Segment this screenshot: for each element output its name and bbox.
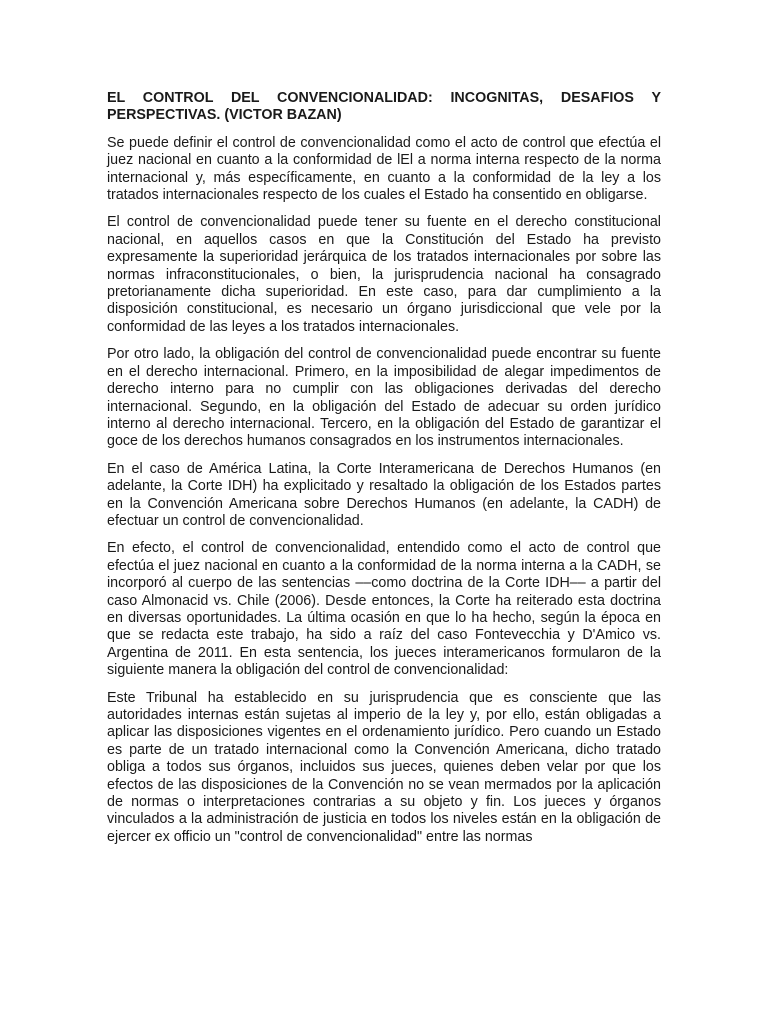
document-title: EL CONTROL DEL CONVENCIONALIDAD: INCOGNITAS, DESAFIOS Y PERSPECTIVAS. (VICTOR BAZAN)	[107, 90, 661, 124]
paragraph-3: Por otro lado, la obligación del control de convencionalidad puede encontrar su fuente en el derecho internacional. Primero, en la imposibilidad de alegar impedimentos de derecho interno para no cumplir con las obligaciones derivadas del derecho internacional. Segundo, en la obligación del Estado de adecuar su orden jurídico interno al derecho internacional. Tercero, en la obligación del Estado de garantizar el goce de los derechos humanos consagrados en los instrumentos internacionales.	[107, 346, 661, 450]
paragraph-6: Este Tribunal ha establecido en su jurisprudencia que es consciente que las autoridades internas están sujetas al imperio de la ley y, por ello, están obligadas a aplicar las disposiciones vigentes en el ordenamiento jurídico. Pero cuando un Estado es parte de un tratado internacional como la Convención Americana, dicho tratado obliga a todos sus órganos, incluidos sus jueces, quienes deben velar por que los efectos de las disposiciones de la Convención no se vean mermados por la aplicación de normas o interpretaciones contrarias a su objeto y fin. Los jueces y órganos vinculados a la administración de justicia en todos los niveles están en la obligación de ejercer ex officio un "control de convencionalidad" entre las normas	[107, 689, 661, 845]
paragraph-1: Se puede definir el control de convencionalidad como el acto de control que efectúa el juez nacional en cuanto a la conformidad de lEl a norma interna respecto de la norma internacional y, más específicamente, en cuanto a la conformidad de la ley a los tratados internacionales respecto de los cuales el Estado ha consentido en obligarse.	[107, 134, 661, 204]
paragraph-2: El control de convencionalidad puede tener su fuente en el derecho constitucional nacional, en aquellos casos en que la Constitución del Estado ha previsto expresamente la superioridad jerárquica de los tratados internacionales por sobre las normas infraconstitucionales, o bien, la jurisprudencia nacional ha consagrado pretorianamente dicha superioridad. En este caso, para dar cumplimiento a la disposición constitucional, es necesario un órgano jurisdiccional que vele por la conformidad de las leyes a los tratados internacionales.	[107, 214, 661, 335]
document-page	[107, 90, 661, 856]
paragraph-4: En el caso de América Latina, la Corte Interamericana de Derechos Humanos (en adelante, la Corte IDH) ha explicitado y resaltado la obligación de los Estados partes en la Convención Americana sobre Derechos Humanos (en adelante, la CADH) de efectuar un control de convencionalidad.	[107, 460, 661, 529]
paragraph-5: En efecto, el control de convencionalidad, entendido como el acto de control que efectúa el juez nacional en cuanto a la conformidad de la norma interna a la CADH, se incorporó al cuerpo de las sentencias ––como doctrina de la Corte IDH–– a partir del caso Almonacid vs. Chile (2006). Desde entonces, la Corte ha reiterado esta doctrina en diversas oportunidades. La última ocasión en que lo ha hecho, según la época en que se redacta este trabajo, ha sido a raíz del caso Fontevecchia y D'Amico vs. Argentina de 2011. En esta sentencia, los jueces interamericanos formularon de la siguiente manera la obligación del control de convencionalidad:	[107, 540, 661, 679]
